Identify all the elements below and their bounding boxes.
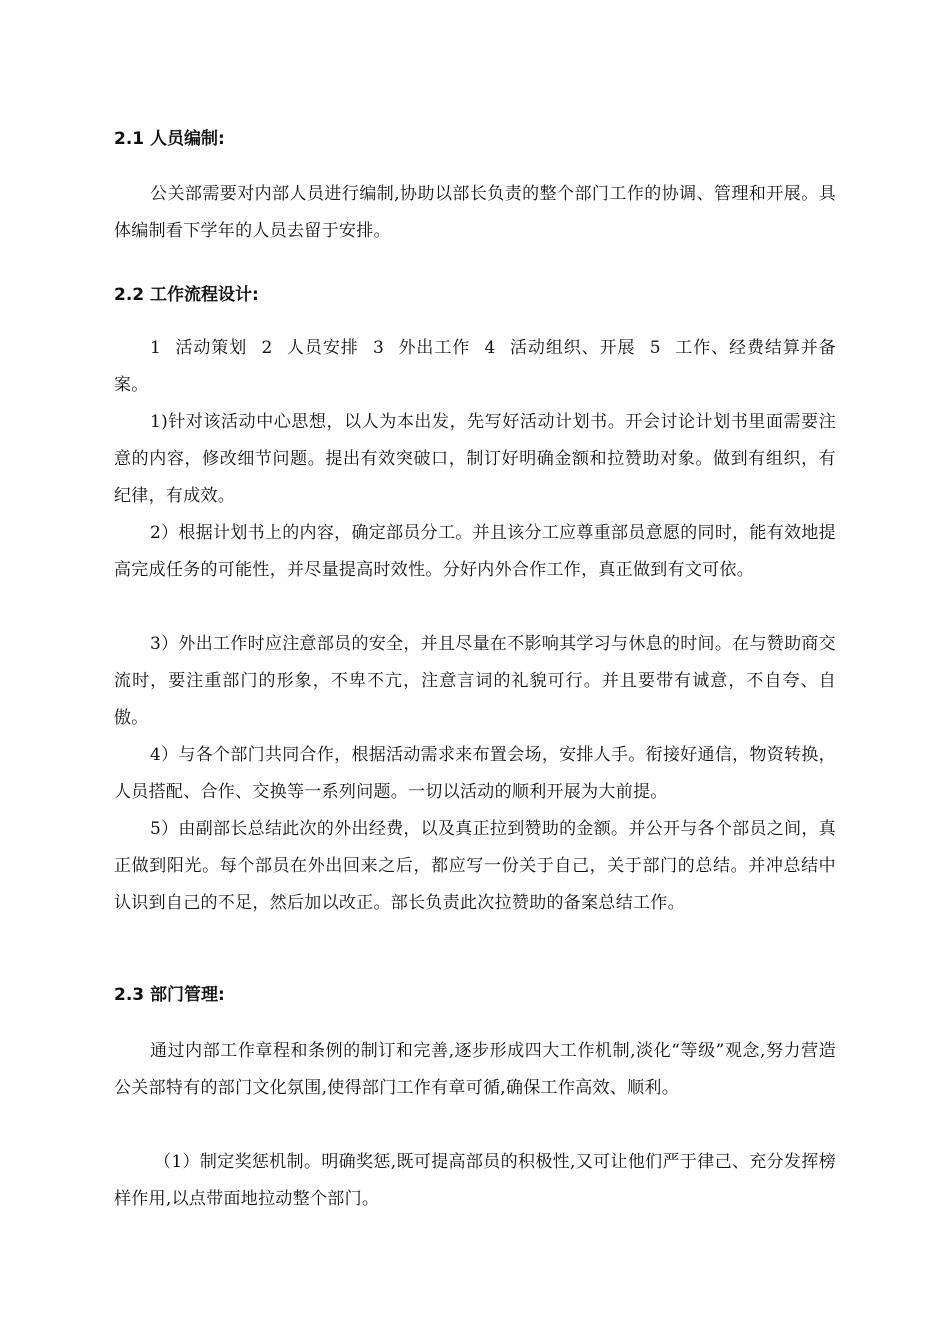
paragraph-workflow-steps: 1 活动策划 2 人员安排 3 外出工作 4 活动组织、开展 5 工作、经费结算并备案。 (114, 338, 836, 395)
paragraph-workflow-item-4: 4）与各个部门共同合作，根据活动需求来布置会场，安排人手。衔接好通信，物资转换，人员搭配、合作、交换等一系列问题。一切以活动的顺利开展为大前提。 (114, 745, 836, 802)
paragraph-staffing: 公关部需要对内部人员进行编制,协助以部长负责的整个部门工作的协调、管理和开展。具体编制看下学年的人员去留于安排。 (114, 184, 836, 241)
paragraph-workflow-item-5: 5）由副部长总结此次的外出经费，以及真正拉到赞助的金额。并公开与各个部员之间，真正做到阳光。每个部员在外出回来之后，都应写一份关于自己，关于部门的总结。并冲总结中认识到自己的不足，然后加以改正。部长负责此次拉赞助的备案总结工作。 (114, 819, 836, 913)
paragraph-reward-mechanism: （1）制定奖惩机制。明确奖惩,既可提高部员的积极性,又可让他们严于律己、充分发挥榜样作用,以点带面地拉动整个部门。 (114, 1152, 836, 1209)
section-heading-2-3: 2.3 部门管理: (114, 985, 225, 1005)
paragraph-workflow-item-1: 1)针对该活动中心思想，以人为本出发，先写好活动计划书。开会讨论计划书里面需要注意的内容，修改细节问题。提出有效突破口，制订好明确金额和拉赞助对象。做到有组织，有纪律，有成效。 (114, 412, 836, 506)
paragraph-department-management: 通过内部工作章程和条例的制订和完善,逐步形成四大工作机制,淡化“等级”观念,努力营造公关部特有的部门文化氛围,使得部门工作有章可循,确保工作高效、顺利。 (114, 1041, 836, 1098)
section-heading-2-1: 2.1 人员编制: (114, 129, 225, 149)
section-heading-2-2: 2.2 工作流程设计: (114, 285, 259, 305)
paragraph-workflow-item-3: 3）外出工作时应注意部员的安全，并且尽量在不影响其学习与休息的时间。在与赞助商交流时，要注重部门的形象，不卑不亢，注意言词的礼貌可行。并且要带有诚意，不自夸、自傲。 (114, 634, 836, 728)
paragraph-workflow-item-2: 2）根据计划书上的内容，确定部员分工。并且该分工应尊重部员意愿的同时，能有效地提高完成任务的可能性，并尽量提高时效性。分好内外合作工作，真正做到有文可依。 (114, 523, 836, 580)
